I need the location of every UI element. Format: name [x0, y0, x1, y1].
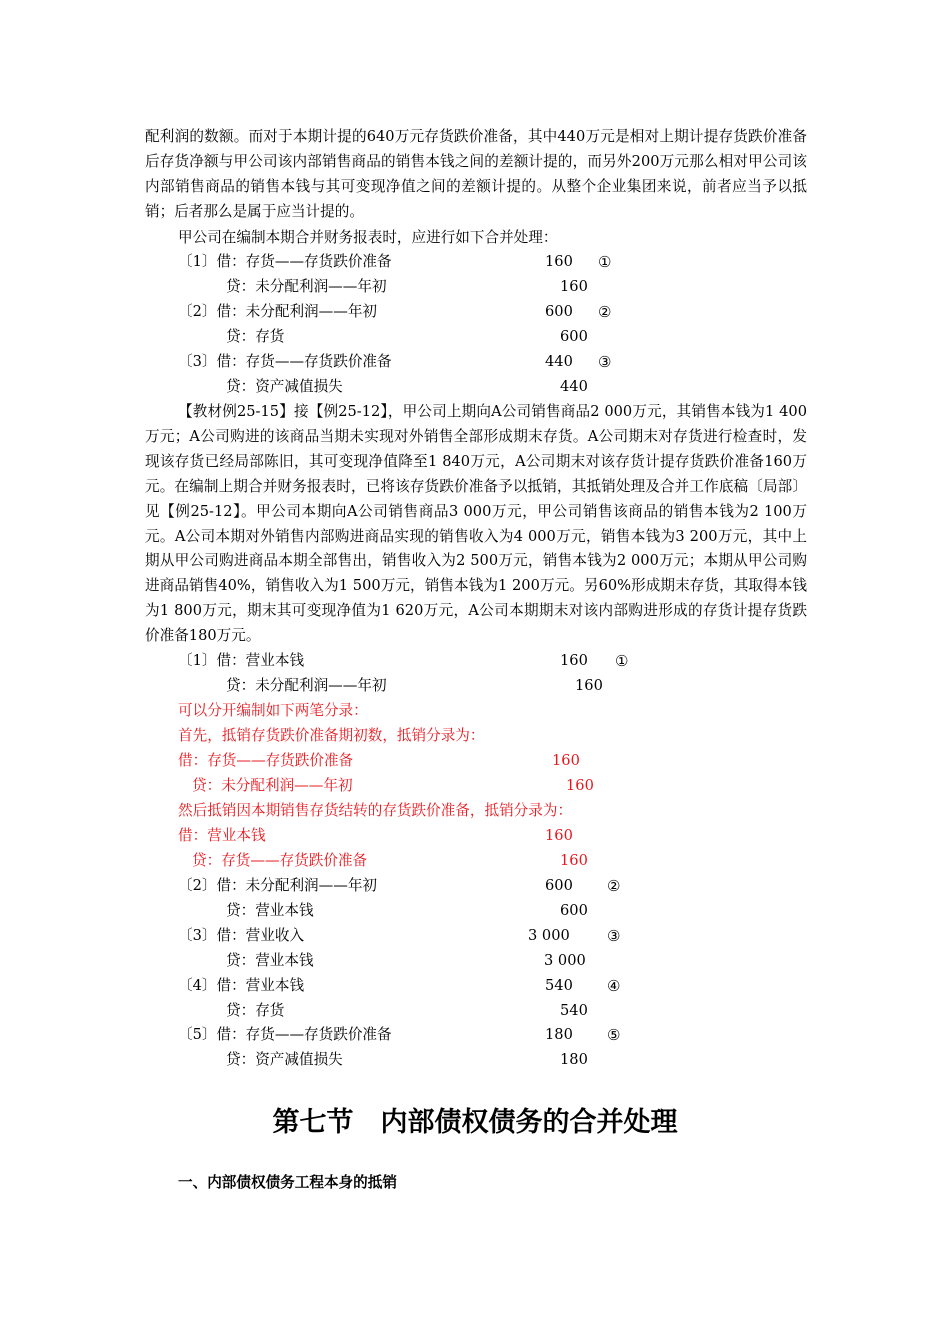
- entry-line: 〔4〕借：营业本钱: [178, 977, 305, 994]
- subsection-heading: 一、内部债权债务工程本身的抵销: [178, 1174, 397, 1191]
- entry-line: 贷：资产减值损失: [226, 1051, 343, 1068]
- entry-amount: 440: [560, 378, 588, 395]
- note-line: 首先，抵销存货跌价准备期初数，抵销分录为：: [178, 727, 485, 744]
- entry-amount: 3 000: [544, 952, 586, 969]
- entry-amount: 180: [545, 1026, 573, 1043]
- entry-line: 〔3〕借：营业收入: [178, 927, 305, 944]
- note-entry-amount: 160: [566, 777, 594, 794]
- entry-line: 贷：存货: [226, 328, 285, 345]
- entry-line: 贷：营业本钱: [226, 952, 314, 969]
- note-entry-amount: 160: [552, 752, 580, 769]
- entry-amount: 600: [545, 303, 573, 320]
- entry-amount: 160: [545, 253, 573, 270]
- entry-amount: 160: [560, 278, 588, 295]
- entry-line: 〔5〕借：存货——存货跌价准备: [178, 1026, 392, 1043]
- entry-amount: 180: [560, 1051, 588, 1068]
- entry-line: 〔1〕借：营业本钱: [178, 652, 305, 669]
- entry-line: 〔2〕借：未分配利润——年初: [178, 303, 378, 320]
- entry-marker: ①: [615, 652, 629, 670]
- note-entry-amount: 160: [545, 827, 573, 844]
- entry-amount: 600: [560, 902, 588, 919]
- entry-amount: 160: [560, 652, 588, 669]
- entry-amount: 600: [545, 877, 573, 894]
- entry-line: 贷：未分配利润——年初: [226, 677, 387, 694]
- entry-line: 贷：资产减值损失: [226, 378, 343, 395]
- entry-line: 贷：营业本钱: [226, 902, 314, 919]
- entry-marker: ④: [607, 977, 621, 995]
- note-entry-line: 借：营业本钱: [178, 827, 266, 844]
- entry-marker: ⑤: [607, 1026, 621, 1044]
- entry-marker: ③: [607, 927, 621, 945]
- entry-marker: ①: [598, 253, 612, 271]
- paragraph-lead: 甲公司在编制本期合并财务报表时，应进行如下合并处理：: [178, 229, 558, 246]
- entry-amount: 540: [545, 977, 573, 994]
- entry-amount: 600: [560, 328, 588, 345]
- entry-amount: 160: [575, 677, 603, 694]
- entry-amount: 3 000: [528, 927, 570, 944]
- entry-line: 〔3〕借：存货——存货跌价准备: [178, 353, 392, 370]
- note-entry-line: 贷：存货——存货跌价准备: [192, 852, 368, 869]
- entry-marker: ②: [607, 877, 621, 895]
- paragraph-example: 【教材例25-15】接【例25-12】，甲公司上期向A公司销售商品2 000万元，其销售本钱为1 400万元；A公司购进的该商品当期未实现对外销售全部形成期末存货。A公司期末对存货进行检查时，发现该存货已经局部陈旧，其可变现净值降至1 840万元，A公司期末对该存货计提存货跌价准备160万元。在编制上期合并财务报表时，已将该存货跌价准备予以抵销，其抵销处理及合并工作底稿〔局部〕见【例25-12】。甲公司本期向A公司销售商品3 000万元，甲公司销售该商品的销售本钱为2 100万元。A公司本期对外销售内部购进商品实现的销售收入为4 000万元，销售本钱为3 200万元，其中上期从甲公司购进商品本期全部售出，销售收入为2 500万元，销售本钱为2 000万元；本期从甲公司购进商品销售40%，销售收入为1 500万元，销售本钱为1 200万元。另60%形成期末存货，其取得本钱为1 800万元，期末其可变现净值为1 620万元，A公司本期期末对该内部购进形成的存货计提存货跌价准备180万元。: [145, 403, 807, 645]
- note-line: 可以分开编制如下两笔分录：: [178, 702, 368, 719]
- note-entry-line: 贷：未分配利润——年初: [192, 777, 353, 794]
- entry-marker: ②: [598, 303, 612, 321]
- section-title: 第七节 内部债权债务的合并处理: [272, 1107, 678, 1138]
- note-entry-amount: 160: [560, 852, 588, 869]
- entry-line: 贷：存货: [226, 1002, 285, 1019]
- entry-amount: 540: [560, 1002, 588, 1019]
- note-line: 然后抵销因本期销售存货结转的存货跌价准备，抵销分录为：: [178, 802, 573, 819]
- paragraph-intro: 配利润的数额。而对于本期计提的640万元存货跌价准备，其中440万元是相对上期计提存货跌价准备后存货净额与甲公司该内部销售商品的销售本钱之间的差额计提的，而另外200万元那么相对甲公司该内部销售商品的销售本钱与其可变现净值之间的差额计提的。从整个企业集团来说，前者应当予以抵销；后者那么是属于应当计提的。: [145, 128, 807, 220]
- note-entry-line: 借：存货——存货跌价准备: [178, 752, 354, 769]
- entry-amount: 440: [545, 353, 573, 370]
- entry-line: 〔1〕借：存货——存货跌价准备: [178, 253, 392, 270]
- entry-line: 〔2〕借：未分配利润——年初: [178, 877, 378, 894]
- entry-line: 贷：未分配利润——年初: [226, 278, 387, 295]
- entry-marker: ③: [598, 353, 612, 371]
